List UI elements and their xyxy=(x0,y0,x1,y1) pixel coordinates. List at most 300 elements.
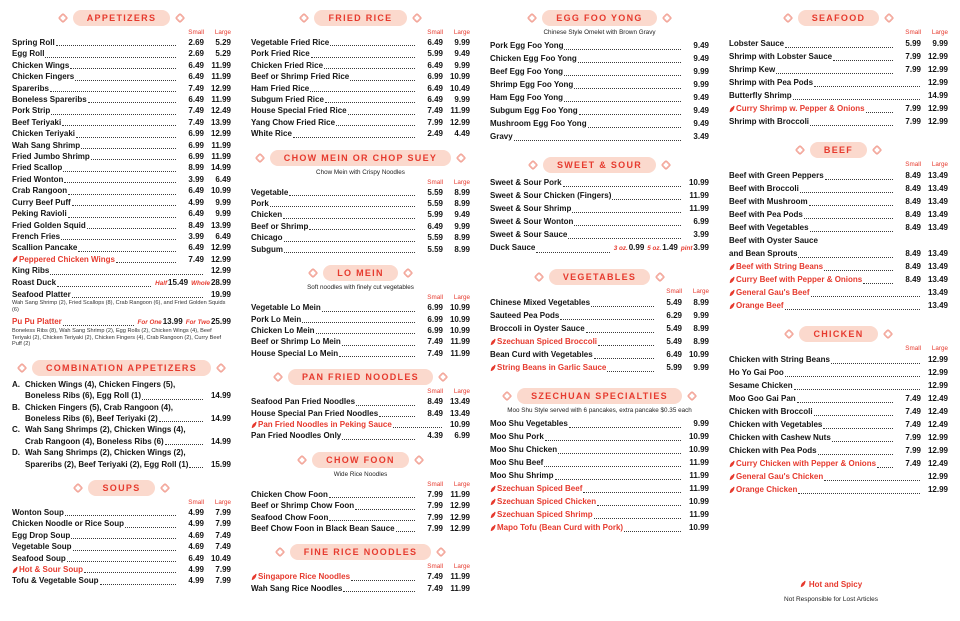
chinese-knot-icon xyxy=(783,13,793,23)
price-large: 11.99 xyxy=(450,489,470,499)
price-large: 10.49 xyxy=(449,83,470,93)
item-name: Sweet & Sour Sauce xyxy=(490,230,568,239)
size-headers xyxy=(12,29,231,37)
item-name: Seafood Pan Fried Noodles xyxy=(251,397,356,407)
dotted-leader xyxy=(823,428,893,429)
price-large: 9.49 xyxy=(454,210,470,220)
menu-item xyxy=(729,76,948,89)
item-name: Beef or Shrimp Lo Mein xyxy=(251,337,341,347)
item-name: Shrimp Kew xyxy=(729,65,776,74)
price-small: 6.29 xyxy=(666,311,682,320)
price-small: 7.99 xyxy=(427,523,443,533)
item-row xyxy=(251,209,470,220)
price-large: 11.99 xyxy=(450,348,470,358)
item-row xyxy=(490,322,709,335)
item-name: Beef or Shrimp Fried Rice xyxy=(251,72,350,82)
item-name: Singapore Rice Noodles xyxy=(258,572,351,582)
section-header xyxy=(490,10,709,26)
item-row xyxy=(729,470,948,483)
item-name: Peppered Chicken Wings xyxy=(19,254,115,264)
price-large: 14.99 xyxy=(927,91,948,100)
price-small: 6.49 xyxy=(188,95,204,105)
menu-item xyxy=(251,500,470,511)
item-row xyxy=(251,71,470,82)
item-name: Shrimp with Lobster Sauce xyxy=(729,52,833,61)
item-row xyxy=(729,208,948,221)
price-large: 11.99 xyxy=(211,72,231,82)
menu-item xyxy=(729,444,948,457)
item-name: Shrimp with Pea Pods xyxy=(729,78,814,87)
item-name: Moo Goo Gai Pan xyxy=(729,394,796,403)
price-large: 12.49 xyxy=(927,394,948,403)
price-large: 6.49 xyxy=(215,174,231,184)
price-small: 3.99 xyxy=(188,231,204,241)
item-row xyxy=(729,379,948,392)
menu-item xyxy=(12,94,231,105)
price-large: 10.99 xyxy=(449,314,470,324)
size-header-label: Large xyxy=(453,480,470,488)
dotted-leader xyxy=(270,206,415,207)
dotted-leader xyxy=(342,439,415,440)
dotted-leader xyxy=(514,140,681,141)
dotted-leader xyxy=(564,75,681,76)
price-large: 7.99 xyxy=(215,565,231,574)
price-large: 5.29 xyxy=(215,38,231,47)
price-large: 12.99 xyxy=(927,52,948,61)
chili-pepper-icon xyxy=(12,255,18,263)
price-small: 8.49 xyxy=(905,275,921,284)
menu-item xyxy=(12,447,231,470)
price-large: 12.99 xyxy=(927,355,948,364)
section-header xyxy=(251,544,470,560)
item-row xyxy=(490,469,709,482)
menu-item xyxy=(729,392,948,405)
section-header xyxy=(251,150,470,166)
item-name: Chicken Noodle or Rice Soup xyxy=(12,519,125,529)
item-name: Spareribs (2), Beef Teriyaki (2), Egg Roll (1) xyxy=(25,459,189,469)
item-name: Ham Egg Foo Yong xyxy=(490,93,564,102)
price-large: 10.99 xyxy=(449,419,470,429)
item-row xyxy=(12,277,231,289)
item-row xyxy=(729,431,948,444)
item-name: Pan Fried Noodles in Peking Sauce xyxy=(258,419,392,429)
item-row xyxy=(251,244,470,255)
price-large: 10.99 xyxy=(449,72,470,82)
item-row xyxy=(251,83,470,94)
item-row xyxy=(729,169,948,182)
menu-item xyxy=(490,241,709,255)
size-headers xyxy=(251,179,470,187)
price-large: 12.99 xyxy=(927,117,948,126)
menu-column xyxy=(12,8,231,617)
item-row xyxy=(251,430,470,441)
item-name: Pork xyxy=(251,199,269,209)
dotted-leader xyxy=(798,493,920,494)
price-small: 5.99 xyxy=(666,363,682,372)
price-large: 9.99 xyxy=(454,60,470,70)
dotted-leader xyxy=(348,114,415,115)
item-name: Moo Shu Chicken xyxy=(490,445,558,454)
chinese-knot-icon xyxy=(58,13,68,23)
menu-item xyxy=(251,71,470,82)
price-large: 11.99 xyxy=(211,60,231,70)
price-large: 9.49 xyxy=(693,106,709,115)
menu-section xyxy=(12,8,231,350)
price-large: 12.99 xyxy=(927,104,948,113)
dotted-leader xyxy=(284,252,415,253)
section-header xyxy=(729,10,948,26)
menu-item xyxy=(12,60,231,71)
price-large: 13.49 xyxy=(927,249,948,258)
item-name: Scallion Pancake xyxy=(12,243,78,253)
price-large: 19.99 xyxy=(210,289,231,299)
menu-section xyxy=(251,367,470,442)
menu-item xyxy=(490,78,709,91)
menu-item xyxy=(490,443,709,456)
price-small: 8.49 xyxy=(905,223,921,232)
dotted-leader xyxy=(564,101,681,102)
item-name: Curry Beef with Pepper & Onions xyxy=(736,275,863,284)
size-headers xyxy=(729,345,948,353)
price-large: 10.49 xyxy=(210,553,231,563)
price-large: 3.49 xyxy=(693,132,709,141)
dotted-leader xyxy=(165,444,203,445)
item-name: Subgum Fried Rice xyxy=(251,95,324,105)
menu-item xyxy=(729,366,948,379)
price: 25.99 xyxy=(210,316,231,326)
chinese-knot-icon xyxy=(661,160,671,170)
dotted-leader xyxy=(396,531,415,532)
dotted-leader xyxy=(329,520,415,521)
item-name: Sweet & Sour Pork xyxy=(490,178,562,187)
item-row xyxy=(729,444,948,457)
price-small: 8.49 xyxy=(905,249,921,258)
item-row xyxy=(729,37,948,50)
item-name: Beef with Pea Pods xyxy=(729,210,803,219)
menu-section xyxy=(12,358,231,470)
dotted-leader xyxy=(330,45,415,46)
dotted-leader xyxy=(574,225,681,226)
item-row xyxy=(490,104,709,117)
price-large: 8.99 xyxy=(454,233,470,243)
item-name: Seafood Chow Foon xyxy=(251,512,329,522)
item-name: Vegetable Lo Mein xyxy=(251,303,321,313)
item-row xyxy=(12,48,231,59)
price-large: 8.99 xyxy=(693,337,709,346)
item-name: Curry Chicken with Pepper & Onions xyxy=(736,459,877,468)
section-title: EGG FOO YONG xyxy=(542,10,656,26)
item-row xyxy=(729,457,948,470)
menu-item xyxy=(729,102,948,115)
item-row xyxy=(25,459,231,470)
menu-section xyxy=(490,8,709,143)
item-name: Orange Chicken xyxy=(736,485,798,494)
section-title: APPETIZERS xyxy=(73,10,171,26)
price-small: 5.59 xyxy=(427,199,443,209)
menu-section xyxy=(251,450,470,535)
price-large: 8.99 xyxy=(693,324,709,333)
menu-item xyxy=(729,208,948,221)
dotted-leader xyxy=(833,60,893,61)
size-header-label: Small xyxy=(427,388,443,396)
price-small: 7.49 xyxy=(427,583,443,593)
price-large: 12.99 xyxy=(210,266,231,276)
menu-item xyxy=(729,431,948,444)
menu-item xyxy=(490,104,709,117)
dotted-leader xyxy=(283,218,415,219)
dotted-leader xyxy=(72,297,203,298)
size-header-label: Small xyxy=(427,480,443,488)
price-large: 14.99 xyxy=(210,163,231,173)
menu-column xyxy=(490,8,709,617)
price-small: 7.49 xyxy=(427,106,443,116)
item-row xyxy=(12,553,231,564)
item-row xyxy=(251,105,470,116)
chili-pepper-icon xyxy=(729,473,735,481)
menu-item xyxy=(490,417,709,430)
price-small: 5.59 xyxy=(427,187,443,197)
menu-item xyxy=(251,419,470,430)
price-large: 9.99 xyxy=(454,95,470,105)
item-row xyxy=(729,405,948,418)
item-name: Sweet & Sour Shrimp xyxy=(490,204,572,213)
menu-item xyxy=(12,151,231,162)
price-large: 12.99 xyxy=(449,117,470,127)
dotted-leader xyxy=(597,505,681,506)
dotted-leader xyxy=(800,192,893,193)
dotted-leader xyxy=(159,421,203,422)
menu-section xyxy=(729,8,948,128)
dotted-leader xyxy=(67,561,176,562)
price-large: 11.99 xyxy=(689,471,709,480)
item-name-line: Beef with Oyster Sauce xyxy=(729,236,818,245)
menu-item xyxy=(251,187,470,198)
item-name: Szechuan Spiced Shrimp xyxy=(497,510,593,519)
item-row xyxy=(12,162,231,173)
dotted-leader xyxy=(379,416,415,417)
menu-item xyxy=(12,208,231,219)
price-size-label: 3 oz. xyxy=(613,245,628,252)
menu-section xyxy=(251,542,470,594)
item-name: Pork Strip xyxy=(12,106,51,116)
dotted-leader xyxy=(68,194,176,195)
item-row xyxy=(12,231,231,242)
menu-item xyxy=(490,228,709,241)
item-name: House Special Lo Mein xyxy=(251,348,339,358)
price-small: 4.39 xyxy=(427,431,443,441)
dotted-leader xyxy=(302,322,415,323)
menu-item xyxy=(490,91,709,104)
price-large: 13.49 xyxy=(927,262,948,271)
price-small: 4.99 xyxy=(188,576,204,586)
dotted-leader xyxy=(72,205,176,206)
price-large: 9.99 xyxy=(454,38,470,47)
item-name: Beef or Shrimp Chow Foon xyxy=(251,501,355,511)
price-small: 6.49 xyxy=(188,72,204,82)
section-title: SOUPS xyxy=(88,480,154,496)
dotted-leader xyxy=(316,333,415,334)
item-row xyxy=(12,575,231,586)
item-row xyxy=(12,254,231,265)
dotted-leader xyxy=(68,217,176,218)
item-name: Hot & Sour Soup xyxy=(19,565,83,574)
section-title: VEGETABLES xyxy=(549,269,650,285)
item-row xyxy=(12,518,231,529)
item-name: Pu Pu Platter xyxy=(12,316,62,326)
price-large: 8.99 xyxy=(454,199,470,209)
item-row xyxy=(251,128,470,139)
item-row xyxy=(251,221,470,232)
size-header-label: Large xyxy=(453,294,470,302)
dotted-leader xyxy=(116,262,176,263)
price-large: 9.99 xyxy=(693,419,709,428)
item-name: Beef with Vegetables xyxy=(729,223,809,232)
price-small: 6.49 xyxy=(188,243,204,253)
menu-item xyxy=(251,128,470,139)
menu-item xyxy=(251,198,470,209)
price-large: 7.49 xyxy=(215,542,231,552)
hot-spicy-legend xyxy=(800,580,862,589)
item-name: General Gau's Chicken xyxy=(736,472,824,481)
section-subtitle: Chinese Style Omelet with Brown Gravy xyxy=(543,29,656,36)
item-row xyxy=(251,523,470,534)
size-header-label: Small xyxy=(666,288,682,295)
item-name: Beef with Broccoli xyxy=(729,184,799,193)
dotted-leader xyxy=(798,257,893,258)
section-header xyxy=(12,360,231,376)
price-small: 6.49 xyxy=(188,553,204,563)
price-large: 9.49 xyxy=(454,49,470,59)
item-name: Chicken Wings xyxy=(12,60,70,70)
item-body xyxy=(25,447,231,470)
price-small: 8.49 xyxy=(905,184,921,193)
item-row xyxy=(490,335,709,348)
item-name-line: Chicken Fingers (5), Crab Rangoon (4), xyxy=(25,402,174,412)
price-small: 7.99 xyxy=(427,489,443,499)
price-large: 12.49 xyxy=(927,459,948,468)
menu-item xyxy=(490,215,709,228)
item-name: Shrimp with Broccoli xyxy=(729,117,810,126)
dotted-leader xyxy=(804,218,893,219)
price-small: 4.69 xyxy=(188,542,204,552)
price-large: 12.99 xyxy=(449,523,470,533)
price: 13.99 xyxy=(162,316,183,326)
item-row xyxy=(12,174,231,185)
item-row xyxy=(251,408,470,419)
dotted-leader xyxy=(329,497,415,498)
price-large: 11.99 xyxy=(211,152,231,162)
item-row xyxy=(490,202,709,215)
item-row xyxy=(251,60,470,71)
item-name: Chicken Egg Foo Yong xyxy=(490,54,577,63)
item-name: Mushroom Egg Foo Yong xyxy=(490,119,587,128)
dotted-leader xyxy=(824,270,893,271)
price-size-label: pint xyxy=(680,245,693,252)
item-name: Boneless Ribs (6), Beef Teriyaki (2) xyxy=(25,413,158,423)
price-large: 11.99 xyxy=(689,458,709,467)
item-note: Boneless Ribs (8), Wah Sang Shrimp (2), Egg Rolls (2), Chicken Wings (4), Beef Teriyaki (2), Chicken Teriyaki (2), Chicken Fingers (4), Crab Rangoon (2), Curry Beef Puff (2) xyxy=(12,327,222,348)
dotted-leader xyxy=(814,86,920,87)
item-name: Peking Ravioli xyxy=(12,209,67,219)
item-letter: D. xyxy=(12,448,20,458)
item-row xyxy=(490,215,709,228)
dotted-leader xyxy=(61,239,176,240)
item-letter: B. xyxy=(12,402,20,412)
item-row xyxy=(490,39,709,52)
item-name: Szechuan Spiced Chicken xyxy=(497,497,597,506)
menu-item xyxy=(729,234,948,260)
item-name-line: Wah Sang Shrimps (2), Chicken Wings (4), xyxy=(25,425,186,435)
item-name: Broccoli in Oyster Sauce xyxy=(490,324,585,333)
item-row xyxy=(251,48,470,59)
section-title: CHICKEN xyxy=(799,326,877,342)
item-name: House Special Pan Fried Noodles xyxy=(251,408,379,418)
item-row xyxy=(12,140,231,151)
item-name: Spareribs xyxy=(12,83,49,93)
menu-item xyxy=(251,94,470,105)
item-row xyxy=(12,94,231,105)
menu-item xyxy=(251,348,470,359)
price-large: 13.49 xyxy=(927,184,948,193)
item-row xyxy=(12,71,231,82)
item-row xyxy=(490,228,709,241)
section-title: COMBINATION APPETIZERS xyxy=(32,360,211,376)
item-row xyxy=(12,105,231,116)
dotted-leader xyxy=(825,179,893,180)
dotted-leader xyxy=(142,399,203,400)
price-large: 13.99 xyxy=(210,220,231,230)
menu-item xyxy=(12,174,231,185)
hot-spicy-label: Hot and Spicy xyxy=(808,579,863,589)
price-small: 6.99 xyxy=(427,314,443,324)
dotted-leader xyxy=(545,440,681,441)
item-name: Fried Scallop xyxy=(12,163,63,173)
price-small: 8.99 xyxy=(188,163,204,173)
dotted-leader xyxy=(564,49,681,50)
dotted-leader xyxy=(785,309,920,310)
menu-section xyxy=(490,386,709,534)
item-name: Wonton Soup xyxy=(12,507,64,517)
item-name: Ham Fried Rice xyxy=(251,83,310,93)
item-row xyxy=(729,102,948,115)
price-small: 7.99 xyxy=(905,65,921,74)
item-name: Boneless Ribs (6), Egg Roll (1) xyxy=(25,391,142,401)
dotted-leader xyxy=(350,80,415,81)
item-name: Pan Fried Noodles Only xyxy=(251,431,342,441)
menu-item xyxy=(490,469,709,482)
price-small: 5.49 xyxy=(666,298,682,307)
dotted-leader xyxy=(579,114,681,115)
menu-item xyxy=(490,322,709,335)
item-name: Szechuan Spiced Broccoli xyxy=(497,337,598,346)
size-header-label: Large xyxy=(453,29,470,36)
menu-item xyxy=(490,296,709,309)
item-letter: C. xyxy=(12,425,20,435)
dotted-leader xyxy=(100,584,176,585)
price: 28.99 xyxy=(210,277,231,287)
price-small: 8.49 xyxy=(905,210,921,219)
price-small: 7.99 xyxy=(905,52,921,61)
chinese-knot-icon xyxy=(412,13,422,23)
price-large: 11.99 xyxy=(689,191,709,200)
chinese-knot-icon xyxy=(275,547,285,557)
item-row xyxy=(729,195,948,208)
item-row xyxy=(251,302,470,313)
item-name: House Special Fried Rice xyxy=(251,106,347,116)
size-header-label: Small xyxy=(427,563,443,571)
dotted-leader xyxy=(88,102,176,103)
item-name: Chicken Fried Rice xyxy=(251,60,324,70)
